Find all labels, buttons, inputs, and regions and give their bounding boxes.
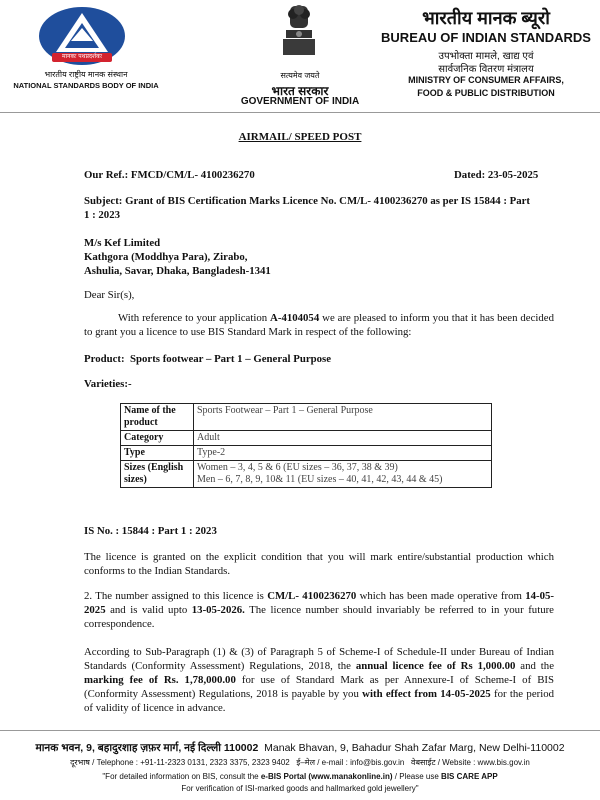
- table-key: Sizes (English sizes): [121, 461, 194, 488]
- application-number: A-4104054: [270, 312, 320, 324]
- header-divider: [0, 112, 600, 113]
- licence-number: CM/L- 4100236270: [267, 590, 357, 602]
- ebis-portal-link[interactable]: e-BIS Portal (www.manakonline.in): [260, 772, 393, 781]
- product-value: Sports footwear – Part 1 – General Purpose: [130, 353, 332, 365]
- addressee-line: Ashulia, Savar, Dhaka, Bangladesh-1341: [84, 265, 271, 277]
- para3-text: According to Sub-Paragraph (1) & (3) of Paragraph 5 of Scheme-I of Schedule-II under Bureau of Indian Standards (Conformity Assessment) Regulations, 2018, the: [84, 646, 554, 672]
- para2-text: which has been made operative from: [356, 590, 526, 602]
- table-key: Name of the product: [121, 404, 194, 431]
- table-key: Type: [121, 446, 194, 461]
- ministry-english-line2: FOOD & PUBLIC DISTRIBUTION: [417, 88, 555, 98]
- para2-text: The licence number should invariably be referred to in your future correspondence.: [84, 604, 554, 630]
- varieties-label: Varieties:-: [84, 378, 132, 390]
- valid-upto-date: 13-05-2026.: [191, 604, 245, 616]
- note-text: "For detailed information on BIS, consult the: [102, 772, 261, 781]
- intro-text: With reference to your application: [118, 312, 271, 324]
- footer-divider: [0, 730, 600, 731]
- addressee: [84, 236, 554, 278]
- addressee-line: M/s Kef Limited: [84, 237, 161, 249]
- bis-care-app-link[interactable]: BIS CARE APP: [441, 772, 498, 781]
- table-row: [121, 431, 492, 446]
- bis-hindi-title: भारतीय मानक ब्यूरो: [422, 8, 550, 28]
- table-value-line: Sports Footwear – Part 1 – General Purpose: [197, 405, 373, 416]
- table-value: [194, 461, 492, 488]
- government-of-india: GOVERNMENT OF INDIA: [240, 96, 360, 107]
- logo-caption: मानकः पथप्रदर्शकः: [62, 53, 102, 60]
- footer-contacts: [0, 757, 600, 768]
- subject: [84, 194, 554, 222]
- subject-line-2: 1 : 2023: [84, 209, 120, 221]
- table-value-line: Men – 6, 7, 8, 9, 10& 11 (EU sizes – 40, 41, 42, 43, 44 & 45): [197, 474, 443, 485]
- footer-address: [0, 741, 600, 755]
- table-value: [194, 404, 492, 431]
- addressee-line: Kathgora (Moddhya Para), Zirabo,: [84, 251, 248, 263]
- table-value: [194, 446, 492, 461]
- table-value-line: Type-2: [197, 447, 226, 458]
- national-emblem-icon: [277, 4, 321, 62]
- para2-text: 2. The number assigned to this licence is: [84, 590, 268, 602]
- reference-number: Our Ref.: FMCD/CM/L- 4100236270: [84, 169, 255, 181]
- condition-paragraph: The licence is granted on the explicit condition that you will mark entire/substantial production which conforms to the Indian Standards.: [84, 551, 554, 577]
- table-row: [121, 404, 492, 431]
- intro-text-cont: we are pleased to inform you that it has been decided to grant you a licence to use BIS Standard Mark in respect of the following:: [84, 312, 554, 338]
- table-key: Category: [121, 431, 194, 446]
- para2-text: and is valid upto: [105, 604, 192, 616]
- dated: Dated: 23-05-2025: [454, 169, 539, 181]
- table-row: [121, 461, 492, 488]
- national-standards-body: NATIONAL STANDARDS BODY OF INDIA: [13, 81, 159, 90]
- post-type: AIRMAIL/ SPEED POST: [238, 131, 362, 143]
- footer-note-1: [0, 772, 600, 781]
- marking-fee: marking fee of Rs. 1,78,000.00: [84, 674, 236, 686]
- footer-note-2: For verification of ISI-marked goods and hallmarked gold jewellery": [181, 784, 419, 793]
- subject-line-1: Subject: Grant of BIS Certification Marks Licence No. CM/L- 4100236270 as per IS 15844 : Part: [84, 195, 531, 207]
- fee-paragraph: [84, 645, 554, 715]
- note-text: / Please use: [392, 772, 442, 781]
- para3-text: and the: [515, 660, 554, 672]
- motto: सत्यमेव जयते: [280, 71, 320, 80]
- is-number: IS No. : 15844 : Part 1 : 2023: [84, 525, 217, 537]
- government-hindi: भारत सरकार: [271, 84, 329, 98]
- licence-number-paragraph: [84, 589, 554, 631]
- product-label: Product:: [84, 353, 125, 365]
- address-english: Manak Bhavan, 9, Bahadur Shah Zafar Marg, New Delhi-110002: [264, 742, 565, 754]
- bis-hindi-name-left: भारतीय राष्ट्रीय मानक संस्थान: [44, 70, 128, 79]
- intro-paragraph: [84, 311, 554, 339]
- operative-date: 14-05-2025: [84, 590, 555, 616]
- table-value: [194, 431, 492, 446]
- telephone: दूरभाष / Telephone : +91-11-2323 0131, 2323 3375, 2323 9402: [70, 758, 290, 767]
- ministry-english-line1: MINISTRY OF CONSUMER AFFAIRS,: [408, 75, 564, 85]
- varieties-table: [120, 403, 492, 488]
- para3-text: for use of Standard Mark as per Annexure-I of Scheme-I of BIS (Conformity Assessment) Regulations, 2018 is payable by you: [84, 674, 554, 700]
- table-value-line: Adult: [197, 432, 220, 443]
- address-hindi: मानक भवन, 9, बहादुरशाह ज़फ़र मार्ग, नई दिल्ली 110002: [35, 742, 259, 754]
- product-line: [84, 352, 554, 366]
- salutation: Dear Sir(s),: [84, 289, 135, 301]
- website[interactable]: वेबसाईट / Website : www.bis.gov.in: [411, 758, 530, 767]
- table-row: [121, 446, 492, 461]
- bureau-of-indian-standards-title: BUREAU OF INDIAN STANDARDS: [381, 30, 591, 45]
- effective-date: with effect from 14-05-2025: [362, 688, 491, 700]
- ministry-hindi-line2: सार्वजनिक वितरण मंत्रालय: [438, 64, 534, 75]
- ministry-hindi-line1: उपभोक्ता मामले, खाद्य एवं: [438, 51, 534, 62]
- email[interactable]: ई–मेल / e-mail : info@bis.gov.in: [296, 758, 405, 767]
- para3-text: for the period of validity of licence in advance.: [84, 688, 554, 714]
- table-value-line: Women – 3, 4, 5 & 6 (EU sizes – 36, 37, 38 & 39): [197, 462, 398, 473]
- annual-licence-fee: annual licence fee of Rs 1,000.00: [355, 660, 516, 672]
